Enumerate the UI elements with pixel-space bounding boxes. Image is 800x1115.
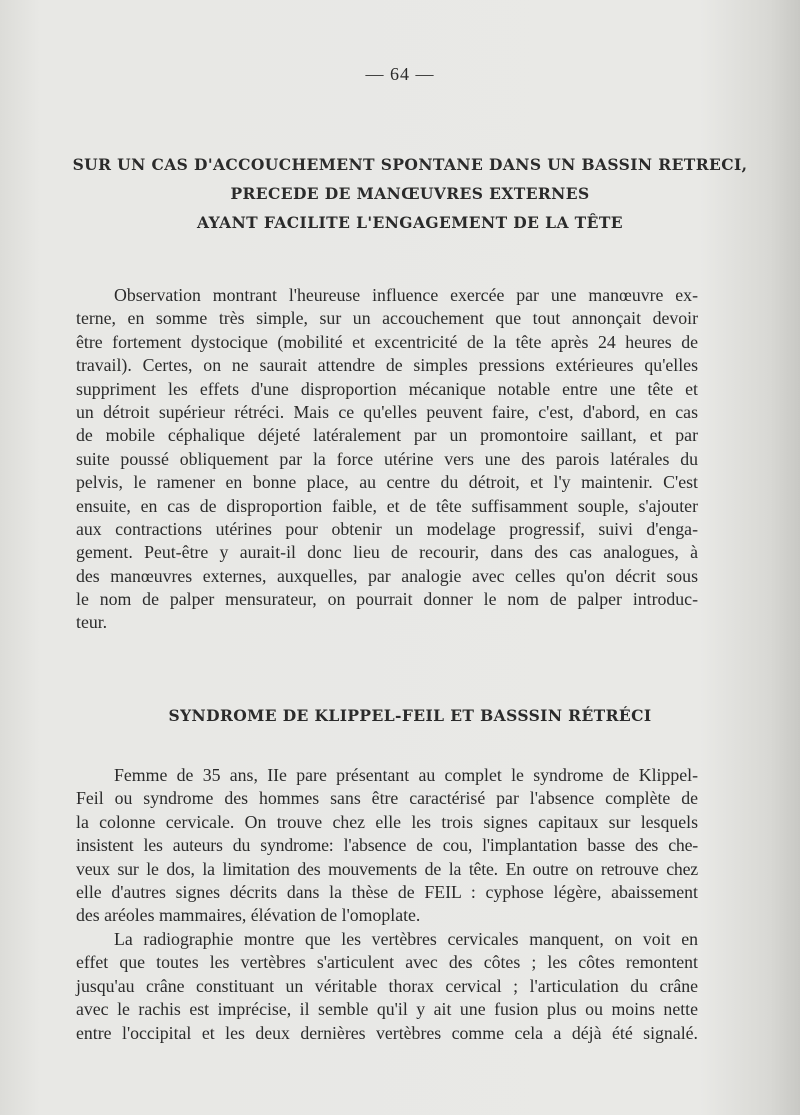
section1-title-line: PRECEDE DE MANŒUVRES EXTERNES (230, 184, 590, 203)
text-line: des manœuvres externes, auxquelles, par analogie avec celles qu'on décrit sous (76, 565, 698, 586)
text-line: être fortement dystocique (mobilité et excentricité de la tête après 24 heures de (76, 331, 698, 352)
text-line: Femme de 35 ans, IIe pare présentant au complet le syndrome de Klippel- (114, 765, 698, 785)
text-line: Observation montrant l'heureuse influence exercée par une manœuvre ex- (114, 285, 698, 305)
section1-title-line: AYANT FACILITE L'ENGAGEMENT DE LA TÊTE (197, 213, 623, 232)
text-line: Feil ou syndrome des hommes sans être caractérisé par l'absence complète de (76, 788, 698, 809)
text-line: elle d'autres signes décrits dans la thèse de FEIL : cyphose légère, abaissement (76, 881, 698, 902)
text-line: veux sur le dos, la limitation des mouvements de la tête. En outre on retrouve chez (76, 858, 698, 879)
text-line: avec le rachis est imprécise, il semble qu'il y ait une fusion plus ou moins nette (76, 999, 698, 1020)
section2-paragraph-1 (76, 764, 698, 928)
text-line: des aréoles mammaires, élévation de l'omoplate. (76, 905, 421, 926)
text-line: entre l'occipital et les deux dernières vertèbres comme cela a déjà été signalé. (76, 1022, 698, 1043)
text-line: suite poussé obliquement par la force utérine vers une des parois latérales du (76, 448, 698, 469)
text-line: le nom de palper mensurateur, on pourrait donner le nom de palper introduc- (76, 589, 698, 610)
text-line: gement. Peut-être y aurait-il donc lieu de recourir, dans des cas analogues, à (76, 542, 698, 563)
text-line: un détroit supérieur rétréci. Mais ce qu'elles peuvent faire, c'est, d'abord, en cas (76, 401, 698, 422)
section2-title: SYNDROME DE KLIPPEL-FEIL ET BASSSIN RÉTRÉCI (168, 706, 652, 725)
text-line: effet que toutes les vertèbres s'articulent avec des côtes ; les côtes remontent (76, 952, 698, 973)
text-line: terne, en somme très simple, sur un accouchement que tout annonçait devoir (76, 308, 698, 329)
section1-title-line: SUR UN CAS D'ACCOUCHEMENT SPONTANE DANS UN BASSIN RETRECI, (72, 155, 748, 174)
section2-paragraph-2 (76, 928, 698, 1045)
section1-paragraph (76, 284, 698, 635)
text-line: insistent les auteurs du syndrome: l'absence de cou, l'implantation basse des che- (76, 835, 698, 856)
text-line: La radiographie montre que les vertèbres cervicales manquent, on voit en (114, 929, 698, 949)
text-line: aux contractions utérines pour obtenir un modelage progressif, suivi d'enga- (76, 518, 698, 539)
text-line: suppriment les effets d'une disproportion mécanique notable entre une tête et (76, 378, 698, 399)
section1-title (60, 150, 760, 237)
text-line: teur. (76, 612, 108, 633)
text-line: la colonne cervicale. On trouve chez elle les trois signes capitaux sur lesquels (76, 811, 698, 832)
page-number: — 64 — (365, 64, 435, 84)
text-line: pelvis, le ramener en bonne place, au centre du détroit, et l'y maintenir. C'est (76, 472, 698, 493)
text-line: ensuite, en cas de disproportion faible, et de tête suffisamment souple, s'ajouter (76, 495, 698, 516)
text-line: travail). Certes, on ne saurait attendre de simples pressions extérieures qu'elles (76, 355, 698, 376)
text-line: jusqu'au crâne constituant un véritable thorax cervical ; l'articulation du crâne (76, 975, 698, 996)
text-line: de mobile céphalique déjeté latéralement par un promontoire saillant, et par (76, 425, 698, 446)
